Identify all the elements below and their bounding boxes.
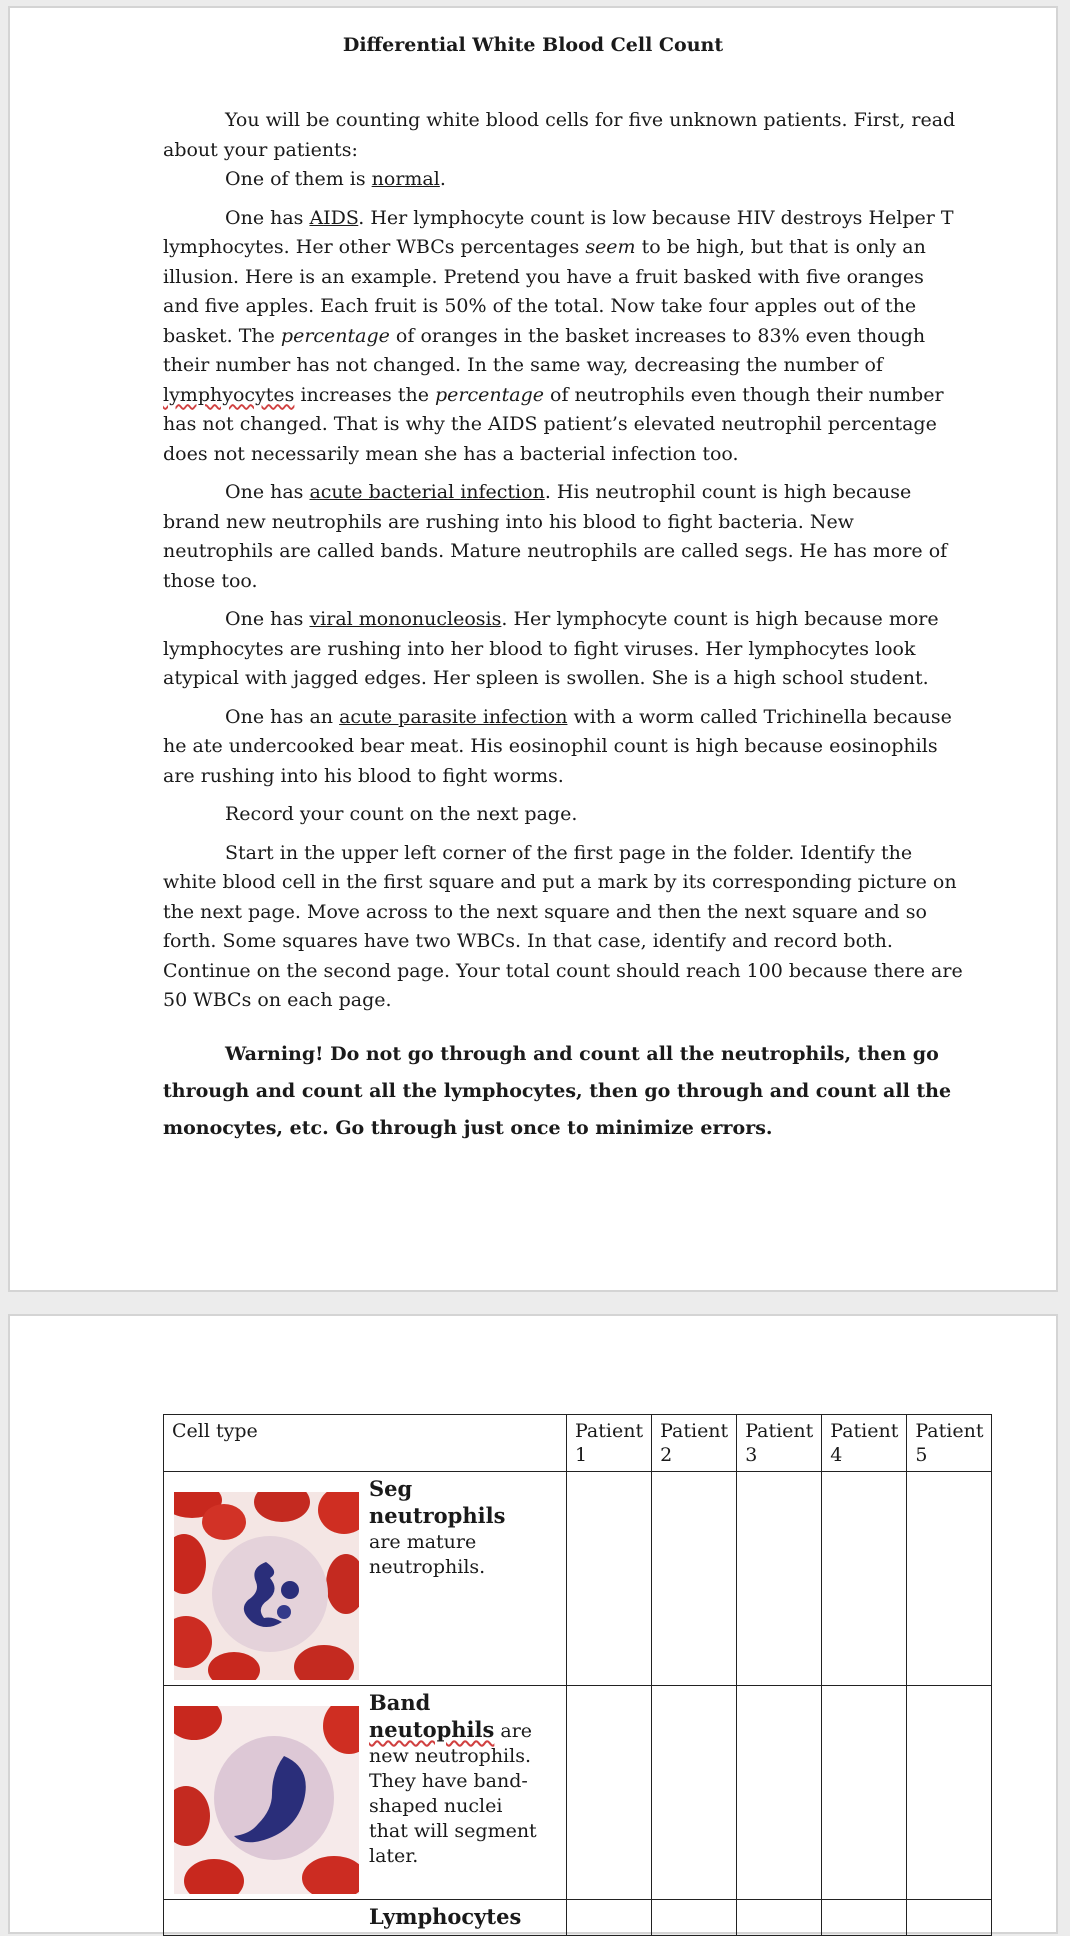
text-span: with a worm called Trichinella because he ate undercooked bear meat. His eosinophil count is high because eosinophils are rushing into his blood to fight worms. [163,705,952,787]
cell-name: Lymphocytes [369,1904,522,1929]
wbc-count-table [163,1414,992,1936]
instructions-body [163,106,963,1156]
patient-header [907,1415,992,1472]
table-row [164,1900,992,1936]
text-span: One has [225,608,310,630]
emphasis: seem [585,236,636,258]
mono-paragraph [163,605,963,694]
count-cell[interactable] [822,1686,907,1900]
celltype-cell [164,1900,567,1936]
band-neutrophil-description [359,1686,549,1899]
count-cell[interactable] [737,1686,822,1900]
patient-word: Patient [830,1420,899,1442]
document-page-2 [8,1314,1058,1934]
band-neutrophil-image [174,1706,359,1899]
misspelled-word: neutophils [369,1717,495,1742]
patient-number: 4 [830,1444,843,1466]
text-span: . His neutrophil count is high because brand new neutrophils are rushing into his blood to fight bacteria. New neutrophils are called bands. Mature neutrophils are called segs. He has more of those too. [163,481,948,592]
celltype-cell [164,1686,567,1900]
procedure-paragraph: Start in the upper left corner of the first page in the folder. Identify the white blood cell in the first square and put a mark by its corresponding picture on the next page. Move across to the next square and then the next square and so forth. Some squares have two WBCs. In that case, identify and record both. Continue on the second page. Your total count should reach 100 because there are 50 WBCs on each page. [163,841,963,1011]
patient-number: 3 [745,1444,758,1466]
patient-word: Patient [915,1420,984,1442]
text-span: One has [225,206,310,229]
count-cell[interactable] [907,1472,992,1686]
seg-neutrophil-image [174,1492,359,1685]
text-span: of oranges in the basket increases to 83% even though their number has not changed. In the same way, decreasing the number of [163,324,926,376]
cell-name: Seg neutrophils [369,1476,506,1528]
text-span: . Her lymphocyte count is high because more lymphocytes are rushing into her blood to fight viruses. Her lymphocytes look atypical with jagged edges. Her spleen is swollen. She is a high school student. [163,608,939,689]
text-span: . [439,168,446,190]
warning-paragraph: Warning! Do not go through and count all the neutrophils, then go through and count all the lymphocytes, then go through and count all the monocytes, etc. Go through just once to minimize errors. [163,1042,952,1139]
celltype-cell [164,1472,567,1686]
patient-header [737,1415,822,1472]
normal-patient-line [163,165,963,195]
patient-word: Patient [660,1420,729,1442]
mono-term: viral mononucleosis [309,608,502,630]
text-span: to be high, but that is only an illusion. Here is an example. Pretend you have a fruit basked with five oranges and five apples. Each fruit is 50% of the total. Now take four apples out of the basket. The [163,236,926,347]
table-row [164,1472,992,1686]
lymphocyte-description [359,1900,549,1935]
document-page-1 [8,6,1058,1292]
patient-number: 2 [660,1444,673,1466]
parasite-term: acute parasite infection [339,705,568,728]
patient-word: Patient [575,1420,644,1442]
bacterial-term: acute bacterial infection [309,481,545,503]
text-span: One has [225,481,310,503]
patient-number: 1 [575,1444,588,1466]
text-span: . Her lymphocyte count is low because HIV destroys Helper T lymphocytes. Her other WBCs percentages [163,206,954,258]
bacterial-paragraph [163,478,963,596]
count-cell[interactable] [567,1900,652,1936]
aids-paragraph [163,204,963,470]
count-cell[interactable] [737,1472,822,1686]
page-title: Differential White Blood Cell Count [342,34,724,56]
text-span: of neutrophils even though their number has not changed. That is why the AIDS patient’s elevated neutrophil percentage does not necessarily mean she has a bacterial infection too. [163,383,944,465]
count-cell[interactable] [822,1900,907,1936]
cell-desc-text: are mature neutrophils. [369,1531,486,1578]
count-cell[interactable] [567,1472,652,1686]
emphasis: percentage [435,383,544,406]
count-cell[interactable] [822,1472,907,1686]
intro-paragraph: You will be counting white blood cells for five unknown patients. First, read about your patients: [163,109,956,161]
count-cell[interactable] [567,1686,652,1900]
text-span: One of them is [225,168,372,190]
patient-header [822,1415,907,1472]
emphasis: percentage [280,324,390,347]
patient-word: Patient [745,1420,814,1442]
misspelled-word: lymphyocytes [163,383,295,406]
aids-term: AIDS [309,206,359,229]
record-paragraph: Record your count on the next page. [225,803,578,825]
text-span: One has an [225,705,340,728]
text-span: increases the [294,383,435,406]
patient-header [567,1415,652,1472]
count-cell[interactable] [652,1686,737,1900]
parasite-paragraph [163,703,963,792]
count-cell[interactable] [652,1900,737,1936]
count-cell[interactable] [737,1900,822,1936]
cell-desc-text: are new neutrophils. They have band-shaped nuclei that will segment later. [369,1720,537,1867]
cell-name: Band [369,1690,431,1715]
patient-number: 5 [915,1444,928,1466]
table-header-row [164,1415,992,1472]
normal-link: normal [371,168,440,190]
count-cell[interactable] [652,1472,737,1686]
seg-neutrophil-description [359,1472,549,1685]
count-cell[interactable] [907,1900,992,1936]
celltype-header: Cell type [164,1415,567,1472]
table-row [164,1686,992,1900]
count-cell[interactable] [907,1686,992,1900]
patient-header [652,1415,737,1472]
